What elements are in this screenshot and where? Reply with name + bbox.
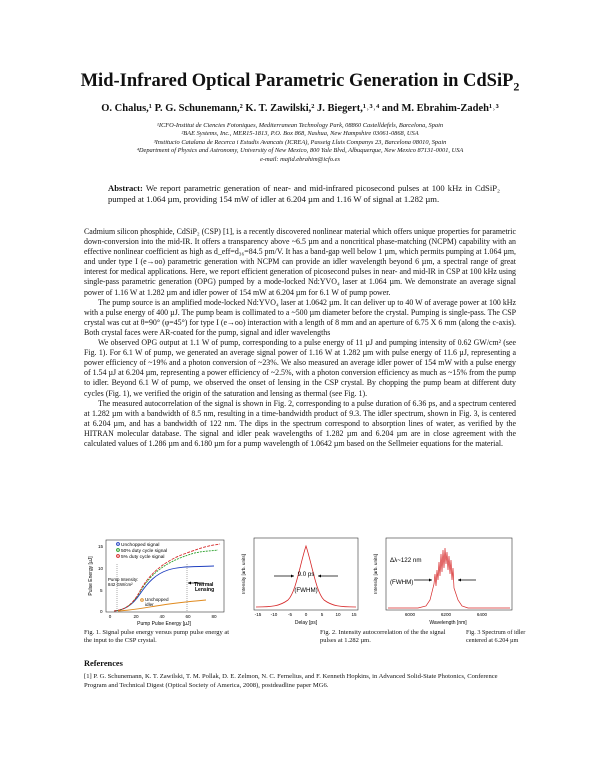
fig1-xtick: 40 bbox=[159, 614, 165, 619]
paragraph-1: Cadmium silicon phosphide, CdSiP₂ (CSP) [1], is a recently discovered nonlinear material which offers unique properties for parametric down-conversion into the mid-IR. It offers a transparency above ~6.5 µm and a noncritical phase-matching (NCPM) capability with an effective nonlinear coefficient as high as d_eff=d₃₆=84.5 pm/V. It has a band-gap well below 1 µm, which permits pumping at 1.064 µm, and under type I (e→oo) parametric generation with NCPM can provide an idler wavelength beyond 6 µm, a spectral range of great interest for medical applications. Here, we report efficient generation of picosecond pulses in near- and mid-IR in CSP at 100 kHz using single-pass parametric generation (OPG) pumped by a mode-locked Nd:YVO₄ laser at 1.064 µm. We demonstrate an average signal power of 1.16 W at 1.282 µm and idler power of 154 mW at 6.204 µm for 6.1 W of pump power. bbox=[84, 227, 516, 297]
author-list: O. Chalus,¹ P. G. Schunemann,² K. T. Zawilski,² J. Biegert,¹˒³˒⁴ and M. Ebrahim-Zadeh¹˒³ bbox=[101, 103, 499, 114]
fig2-x-ticks bbox=[255, 612, 357, 617]
affiliation-3: ³Institucio Catalana de Recerca i Estudis Avancats (ICREA), Passeig Lluis Companys 23, Barcelona 08010, Spain bbox=[153, 138, 447, 146]
fig3-xtick: 6400 bbox=[476, 612, 488, 617]
figure-2 bbox=[236, 534, 362, 626]
paper-title: Mid-Infrared Optical Parametric Generation in CdSiP$_2$ bbox=[80, 71, 520, 94]
fig1-ytick: 15 bbox=[98, 544, 104, 549]
fig3-plot-area bbox=[386, 538, 512, 610]
fig2-xtick: 5 bbox=[320, 612, 324, 617]
fig1-xtick: 20 bbox=[133, 614, 139, 619]
fig3-xtick: 6200 bbox=[440, 612, 452, 617]
affiliation-1: ¹ICFO-Institut de Ciencies Fotoniques, Mediterranean Technology Park, 08860 Castelldefels, Barcelona, Spain bbox=[156, 122, 444, 129]
fig2-xlabel: Delay [ps] bbox=[294, 620, 318, 626]
fig1-xtick: 80 bbox=[211, 614, 217, 619]
fig1-xtick: 60 bbox=[185, 614, 191, 619]
fig3-x-ticks bbox=[405, 612, 488, 617]
fig3-caption: Fig. 3 Spectrum of idler centered at 6.204 µm bbox=[466, 629, 526, 644]
paragraph-3: We observed OPG output at 1.1 W of pump, corresponding to a pulse energy of 11 µJ and pumping intensity of 0.62 GW/cm² (see Fig. 1). For 6.1 W of pump, we generated an average signal power of 1.16 W at 1.282 µm with pulse energy of 11.6 µJ, representing a power efficiency of ~19% and a photon conversion of ~23%. We also measured an average idler power of 154 mW with a pulse energy of 1.54 µJ at 6.204 µm, representing a power efficiency of ~2.5%, with a photon conversion efficiency as much as ~15% from the pump to idler. Beyond 6.1 W of pump, we observed the onset of lensing in the CSP crystal. By chopping the pump beam at different duty cycles (Fig. 1), we verified the origin of the saturation and lensing as thermal (see Fig. 1). bbox=[84, 338, 516, 398]
fig2-caption: Fig. 2. Intensity autocorrelation of the the signal pulses at 1.282 µm. bbox=[320, 629, 446, 644]
fig1-ytick: 5 bbox=[100, 588, 103, 593]
fig1-legend-2: 50% duty cycle signal bbox=[121, 549, 168, 554]
fig1-legend-1: Unchopped signal bbox=[121, 543, 160, 548]
title-subscript: 2 bbox=[513, 79, 520, 94]
abstract-text: We report parametric generation of near- and mid-infrared picosecond pulses at 100 kHz in CdSiP₂ pumped at 1.064 µm, providing 154 mW of idler at 6.204 µm and 1.16 W of signal at 1.282 µm. bbox=[108, 183, 500, 205]
fig1-idler-annotation: Unchopped bbox=[145, 597, 169, 602]
fig2-xtick: 15 bbox=[351, 612, 357, 617]
figure-1 bbox=[84, 534, 230, 626]
fig3-xlabel: Wavelength [nm] bbox=[429, 620, 467, 626]
fig2-ylabel: Intensity [arb. units] bbox=[241, 554, 246, 594]
abstract bbox=[108, 183, 500, 206]
fig2-fwhm-value: 9.0 ps bbox=[297, 571, 315, 578]
fig2-xtick: 0 bbox=[304, 612, 308, 617]
body-text bbox=[84, 227, 516, 449]
reference-1: [1] P. G. Schunemann, K. T. Zawilski, T. M. Pollak, D. E. Zelmon, N. C. Fernelius, and F. Kenneth Hopkins, in Advanced Solid-State Photonics, Conference Program and Technical Digest (Optical Society of America, 2008), postdeadline paper MG6. bbox=[84, 673, 498, 689]
affiliation-2: ²BAE Systems, Inc., MER15-1813, P.O. Box 868, Nashua, New Hampshire 03061-0868, USA bbox=[181, 130, 419, 138]
fig1-ylabel: Pulse Energy [µJ] bbox=[88, 556, 94, 596]
fig3-xtick: 6000 bbox=[404, 612, 416, 617]
fig2-fwhm-label: (FWHM) bbox=[294, 587, 318, 594]
fig1-ytick: 10 bbox=[98, 566, 104, 571]
fig1-ytick: 0 bbox=[100, 609, 103, 614]
fig3-fwhm-value: Δλ~122 nm bbox=[390, 557, 422, 564]
fig2-xtick: -15 bbox=[254, 612, 262, 617]
paragraph-2: The pump source is an amplified mode-locked Nd:YVO₄ laser at 1.0642 µm. It can deliver up to 40 W of average power at 100 kHz with a pulse energy of 400 µJ. The pump beam is collimated to a ~500 µm diameter before the crystal. Pumping is single-pass. The CSP crystal was cut at θ=90° (φ=45°) for type I (e→oo) interaction with a length of 8 mm and an aperture of 6.75 X 6 mm (along the c-axis). Both crystal faces were AR-coated for the pump, signal and idler wavelengths bbox=[84, 297, 516, 337]
affiliations bbox=[0, 122, 600, 164]
affiliation-4: ⁴Department of Physics and Astronomy, University of New Mexico, 800 Yale Blvd, Albuquerque, New Mexico 87131-0001, USA bbox=[136, 147, 464, 155]
abstract-label: Abstract: bbox=[108, 183, 143, 193]
fig1-idler-annotation-2: idler bbox=[145, 602, 154, 607]
fig3-ylabel: Intensity [arb. units] bbox=[373, 554, 378, 594]
fig2-xtick: 10 bbox=[335, 612, 341, 617]
fig1-caption: Fig. 1. Signal pulse energy versus pump pulse energy at the input to the CSP crystal. bbox=[84, 629, 230, 644]
figure-3 bbox=[368, 534, 516, 626]
fig1-xlabel: Pump Pulse Energy [µJ] bbox=[137, 621, 191, 626]
fig2-xtick: -5 bbox=[287, 612, 293, 617]
fig2-xtick: -10 bbox=[270, 612, 278, 617]
fig1-threshold-annotation-2: 842 GW/cm² bbox=[108, 582, 133, 587]
fig1-xtick: 0 bbox=[108, 614, 112, 619]
fig1-thermal-annotation-2: Lensing bbox=[195, 587, 215, 593]
references-heading: References bbox=[84, 659, 123, 668]
paragraph-4: The measured autocorrelation of the signal is shown in Fig. 2, corresponding to a pulse duration of 6.36 ps, and a spectrum centered at 1.282 µm with a bandwidth of 8.5 nm, resulting in a time-bandwidth product of 9.3. The idler spectrum, shown in Fig. 3, is centered at 6.204 µm, and has a bandwidth of 122 nm. The dips in the spectrum correspond to absorption lines of water, as verified by the HITRAN molecular database. The signal and idler peak wavelengths of 1.282 µm and 6.204 µm are in close agreement with the calculated values of 1.286 µm and 6.180 µm for a pump wavelength of 1.0642 µm based on the Sellmeier equations for the material. bbox=[84, 398, 516, 448]
contact-email: e-mail: majid.ebrahim@icfo.es bbox=[260, 155, 340, 163]
fig1-legend-3: 5% duty cycle signal bbox=[121, 555, 165, 560]
fig1-threshold-annotation: Pump Intensity: bbox=[108, 577, 139, 582]
fig3-fwhm-label: (FWHM) bbox=[390, 579, 414, 586]
fig1-thermal-annotation: Thermal bbox=[194, 582, 214, 588]
